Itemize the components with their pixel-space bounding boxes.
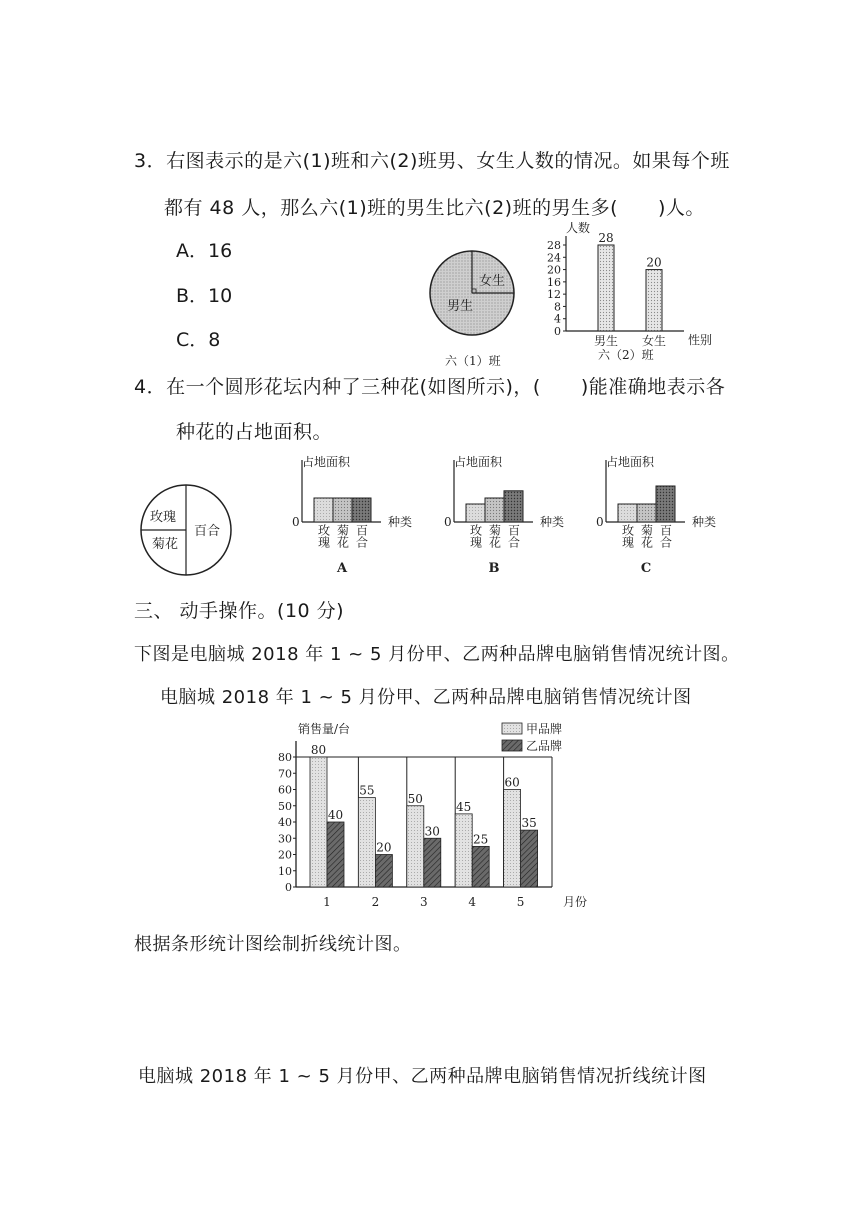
- bar-菊花: [333, 498, 352, 522]
- section3-intro: 下图是电脑城 2018 年 1 ~ 5 月份甲、乙两种品牌电脑销售情况统计图。: [134, 644, 740, 665]
- q4-flower-pie: [138, 482, 238, 582]
- q3-bar-chart: [536, 218, 726, 370]
- y-tick-label: 8: [554, 300, 561, 314]
- bar-value-label: 20: [376, 840, 392, 855]
- y-tick-label: 20: [278, 848, 292, 862]
- bar-yi-3: [424, 838, 441, 887]
- x-category-label: 2: [371, 895, 380, 909]
- option-letter: B: [488, 561, 500, 576]
- q4-option-a-chart[interactable]: [286, 452, 426, 577]
- legend-swatch-yi: [502, 740, 522, 751]
- line-chart-title: 电脑城 2018 年 1 ~ 5 月份甲、乙两种品牌电脑销售情况折线统计图: [138, 1066, 707, 1087]
- q3-pie-chart: [425, 248, 525, 370]
- bar-百合: [352, 498, 371, 522]
- x-category-label: 5: [516, 895, 525, 909]
- q4-line1-b: )能准确地表示各: [580, 376, 726, 398]
- bar-jia-2: [358, 798, 375, 887]
- chart-ylabel: 占地面积: [302, 455, 351, 469]
- x-category-label: 玫瑰: [468, 524, 483, 548]
- x-category-label: 百合: [506, 524, 521, 548]
- q3-bar-caption: 六（2）班: [598, 348, 654, 362]
- bar-jia-1: [310, 757, 327, 887]
- q3-option-c[interactable]: C．8: [176, 329, 221, 351]
- y-tick-label: 24: [547, 251, 561, 265]
- y-tick-label: 10: [278, 864, 292, 878]
- q3-line2: [164, 193, 705, 220]
- zero-label: 0: [596, 515, 604, 529]
- pie-label-chrysanthemum: 菊花: [152, 537, 179, 552]
- chart-xlabel: 种类: [540, 515, 565, 529]
- bar-value-label: 80: [310, 743, 327, 757]
- legend-label-yi: 乙品牌: [526, 739, 563, 753]
- bar-yi-5: [521, 830, 538, 887]
- x-category-label: 玫瑰: [620, 524, 635, 548]
- q3-line1: 3．右图表示的是六(1)班和六(2)班男、女生人数的情况。如果每个班: [134, 150, 730, 172]
- pie-label-lily: 百合: [194, 524, 221, 539]
- instruction-text: 根据条形统计图绘制折线统计图。: [134, 934, 412, 955]
- bar-yi-4: [472, 846, 489, 887]
- q4-option-b-chart[interactable]: [438, 452, 578, 577]
- bar-value-label: 35: [521, 816, 537, 831]
- pie-label-rose: 玫瑰: [150, 510, 177, 525]
- y-tick-label: 4: [554, 312, 561, 326]
- chart-ylabel: 占地面积: [606, 455, 655, 469]
- bar-菊花: [637, 504, 656, 522]
- bar-yi-2: [375, 855, 392, 888]
- x-category-label: 女生: [641, 334, 667, 348]
- y-tick-label: 50: [278, 799, 292, 813]
- x-category-label: 菊花: [639, 524, 654, 548]
- bar-百合: [656, 486, 675, 522]
- q4-line2: 种花的占地面积。: [176, 421, 333, 443]
- bar-玫瑰: [466, 504, 485, 522]
- y-tick-label: 0: [285, 881, 292, 894]
- bar-value-label: 40: [327, 808, 344, 822]
- pie-label-girls: 女生: [479, 274, 506, 289]
- y-tick-label: 16: [547, 275, 561, 289]
- chart-ylabel: 销售量/台: [298, 722, 351, 736]
- x-category-label: 百合: [658, 524, 673, 548]
- zero-label: 0: [292, 515, 300, 529]
- bar-男生: [598, 245, 614, 331]
- bar-yi-1: [327, 822, 344, 887]
- bar-value-label: 55: [359, 783, 375, 798]
- q3-line2-a: 都有 48 人，那么六(1)班的男生比六(2)班的男生多(: [164, 197, 618, 219]
- x-category-label: 3: [419, 895, 428, 909]
- bar-value-label: 60: [504, 775, 520, 790]
- chart-xlabel: 月份: [563, 895, 588, 909]
- bar-value-label: 25: [473, 832, 489, 847]
- bar-value-label: 28: [598, 231, 614, 245]
- bar-玫瑰: [314, 498, 333, 522]
- legend-label-jia: 甲品牌: [526, 722, 563, 736]
- chart-xlabel: 种类: [692, 515, 717, 529]
- bar-value-label: 30: [424, 824, 440, 839]
- bar-百合: [504, 491, 523, 522]
- q3-option-b[interactable]: B．10: [176, 285, 233, 307]
- legend-swatch-jia: [502, 723, 522, 734]
- x-category-label: 菊花: [335, 524, 350, 548]
- y-tick-label: 30: [278, 832, 292, 846]
- x-category-label: 玫瑰: [316, 524, 331, 548]
- q3-line2-b: )人。: [658, 197, 705, 219]
- bar-value-label: 50: [407, 791, 423, 806]
- bar-女生: [646, 270, 662, 331]
- q3-option-a[interactable]: A．16: [176, 240, 233, 262]
- q3-bar-xlabel: 性别: [688, 333, 713, 347]
- bar-value-label: 45: [456, 799, 472, 814]
- x-category-label: 菊花: [487, 524, 502, 548]
- x-category-label: 4: [468, 895, 477, 909]
- y-tick-label: 60: [278, 783, 292, 797]
- bar-菊花: [485, 498, 504, 522]
- section3-heading: 三、 动手操作。(10 分): [134, 600, 345, 622]
- option-letter: A: [336, 561, 348, 576]
- chart-xlabel: 种类: [388, 515, 413, 529]
- x-category-label: 1: [323, 895, 331, 909]
- y-tick-label: 12: [547, 288, 561, 302]
- y-tick-label: 40: [278, 816, 292, 829]
- y-tick-label: 0: [554, 325, 561, 338]
- x-category-label: 百合: [354, 524, 369, 548]
- bar-jia-5: [504, 790, 521, 888]
- q4-option-c-chart[interactable]: [590, 452, 730, 577]
- y-tick-label: 20: [547, 263, 561, 277]
- bar-jia-4: [455, 814, 472, 887]
- y-tick-label: 70: [278, 767, 292, 781]
- q4-line1: [134, 372, 725, 399]
- pie-label-boys: 男生: [447, 299, 474, 314]
- bar-玫瑰: [618, 504, 637, 522]
- bar-value-label: 20: [646, 255, 662, 270]
- q4-line1-a: 4．在一个圆形花坛内种了三种花(如图所示)，(: [134, 376, 541, 398]
- chart-ylabel: 占地面积: [454, 455, 503, 469]
- sales-bar-chart: [266, 715, 626, 913]
- pie-caption: 六（1）班: [445, 354, 501, 368]
- bar-chart-title: 电脑城 2018 年 1 ~ 5 月份甲、乙两种品牌电脑销售情况统计图: [160, 687, 692, 708]
- option-letter: C: [640, 561, 652, 576]
- q3-bar-ylabel: 人数: [566, 221, 591, 235]
- y-tick-label: 28: [547, 239, 561, 252]
- bar-jia-3: [407, 806, 424, 887]
- zero-label: 0: [444, 515, 452, 529]
- y-tick-label: 80: [278, 751, 292, 764]
- x-category-label: 男生: [593, 334, 619, 348]
